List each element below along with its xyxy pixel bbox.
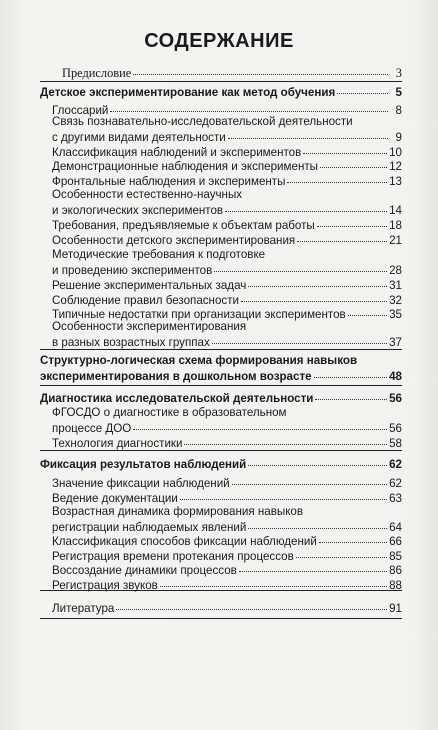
dot-leader (239, 559, 387, 572)
toc-entry[interactable] (52, 320, 402, 349)
dot-leader (228, 126, 388, 139)
toc-entry-title: Фиксация результатов наблюдений (40, 458, 247, 471)
page-number: 48 (389, 370, 402, 383)
dot-leader (314, 365, 388, 378)
page-number: 8 (395, 104, 402, 117)
page-number: 91 (389, 602, 402, 615)
divider (40, 450, 402, 451)
dot-leader (248, 516, 387, 529)
toc-entry[interactable] (52, 599, 402, 615)
page-number: 10 (389, 146, 402, 159)
page-number: 18 (389, 219, 402, 232)
page-number: 5 (395, 86, 402, 99)
page-title: СОДЕРЖАНИЕ (144, 30, 294, 52)
dot-leader (212, 331, 387, 344)
toc-entry-title: Регистрация звуков (52, 579, 158, 592)
page-number: 13 (389, 175, 402, 188)
toc-entry-title: Демонстрационные наблюдения и эксперименты (52, 160, 318, 173)
dot-leader (232, 472, 387, 485)
divider (40, 618, 402, 619)
toc-entry[interactable] (52, 115, 402, 144)
dot-leader (160, 574, 387, 587)
toc-section[interactable] (40, 83, 402, 99)
toc-entry[interactable] (62, 64, 402, 80)
page-number: 35 (389, 308, 402, 321)
toc-entry-title: Особенности экспериментирования (52, 320, 247, 333)
toc-entry-title: Значение фиксации наблюдений (52, 477, 230, 490)
page-number: 9 (395, 131, 402, 144)
toc-entry-title: Технология диагностики (52, 437, 183, 450)
page-number: 31 (389, 279, 402, 292)
toc-entry[interactable] (52, 248, 402, 277)
toc-entry[interactable] (52, 406, 402, 435)
page-number: 32 (389, 294, 402, 307)
dot-leader (348, 303, 387, 316)
toc-entry-title-cont: с другими видами деятельности (52, 131, 226, 144)
page-number: 3 (395, 66, 402, 80)
page-number: 12 (389, 160, 402, 173)
dot-leader (315, 387, 387, 400)
toc-entry-title-cont: экспериментирования в дошкольном возрасте (40, 370, 312, 383)
page-number: 66 (389, 535, 402, 548)
divider (40, 349, 402, 350)
dot-leader (337, 81, 388, 94)
dot-leader (225, 199, 387, 212)
dot-leader (116, 597, 387, 610)
dot-leader (303, 141, 387, 154)
dot-leader (110, 99, 388, 112)
toc-entry-title-cont: и экологических экспериментов (52, 204, 224, 217)
toc-entry-title: Классификация наблюдений и экспериментов (52, 146, 302, 159)
toc-entry-title: Методические требования к подготовке (52, 248, 266, 261)
toc-entry[interactable] (52, 172, 402, 188)
toc-section[interactable] (40, 455, 402, 471)
toc-entry-title-cont: процессе ДОО (52, 422, 132, 435)
toc-entry-title: Особенности детского экспериментирования (52, 234, 296, 247)
toc-entry-title: Связь познавательно-исследовательской деятельности (52, 115, 353, 128)
toc-entry-title: Регистрация времени протекания процессов (52, 550, 294, 563)
page-number: 28 (389, 264, 402, 277)
toc-entry[interactable] (52, 489, 402, 505)
toc-entry-title: Особенности естественно-научных (52, 188, 243, 201)
toc-entry-title: Фронтальные наблюдения и эксперименты (52, 175, 286, 188)
toc-entry-title-cont: в разных возрастных группах (52, 336, 210, 349)
dot-leader (214, 259, 387, 272)
page-number: 62 (389, 458, 402, 471)
dot-leader (133, 417, 387, 430)
dot-leader (241, 289, 387, 302)
page-number: 14 (389, 204, 402, 217)
page-number: 86 (389, 564, 402, 577)
toc-entry-title: Предисловие (62, 66, 132, 80)
toc-entry-title-cont: и проведению экспериментов (52, 264, 213, 277)
toc-section[interactable] (40, 354, 402, 383)
dot-leader (184, 432, 387, 445)
page-number: 56 (389, 392, 402, 405)
toc-entry[interactable] (52, 188, 402, 217)
toc-entry-title: Структурно-логическая схема формирования навыков (40, 354, 358, 367)
page-number: 63 (389, 492, 402, 505)
page-number: 58 (389, 437, 402, 450)
page-number: 88 (389, 579, 402, 592)
toc-entry-title: Требования, предъявляемые к объектам работы (52, 219, 315, 232)
dot-leader (287, 170, 387, 183)
toc-entry-title: Ведение документации (52, 492, 178, 505)
divider (40, 385, 402, 386)
toc-section[interactable] (40, 389, 402, 405)
page-number: 62 (389, 477, 402, 490)
toc-entry-title: Возрастная динамика формирования навыков (52, 505, 304, 518)
dot-leader (133, 62, 388, 75)
toc-entry-title-cont: регистрации наблюдаемых явлений (52, 521, 247, 534)
toc-entry[interactable] (52, 434, 402, 450)
toc-entry-title: Классификация способов фиксации наблюдений (52, 535, 317, 548)
toc-entry-title: Решение экспериментальных задач (52, 279, 247, 292)
dot-leader (297, 229, 387, 242)
dot-leader (180, 487, 387, 500)
toc-entry-title: Диагностика исследовательской деятельности (40, 392, 314, 405)
toc-entry[interactable] (52, 576, 402, 592)
dot-leader (248, 453, 387, 466)
dot-leader (319, 530, 387, 543)
toc-entry-title: Воссоздание динамики процессов (52, 564, 237, 577)
toc-entry-title: Типичные недостатки при организации экспериментов (52, 308, 346, 321)
toc-entry-title: Литература (52, 602, 115, 615)
page-number: 56 (389, 422, 402, 435)
page-number: 21 (389, 234, 402, 247)
page-number: 64 (389, 521, 402, 534)
dot-leader (248, 274, 387, 287)
toc-entry-title: Детское экспериментирование как метод обучения (40, 86, 336, 99)
dot-leader (317, 214, 387, 227)
toc-entry[interactable] (52, 231, 402, 247)
page-number: 85 (389, 550, 402, 563)
page-number: 37 (389, 336, 402, 349)
dot-leader (296, 545, 387, 558)
toc-entry[interactable] (52, 305, 402, 321)
toc-entry-title: ФГОСДО о диагностике в образовательном (52, 406, 287, 419)
toc-entry-title: Соблюдение правил безопасности (52, 294, 239, 307)
toc-entry-title: Глоссарий (52, 104, 109, 117)
dot-leader (320, 155, 387, 168)
